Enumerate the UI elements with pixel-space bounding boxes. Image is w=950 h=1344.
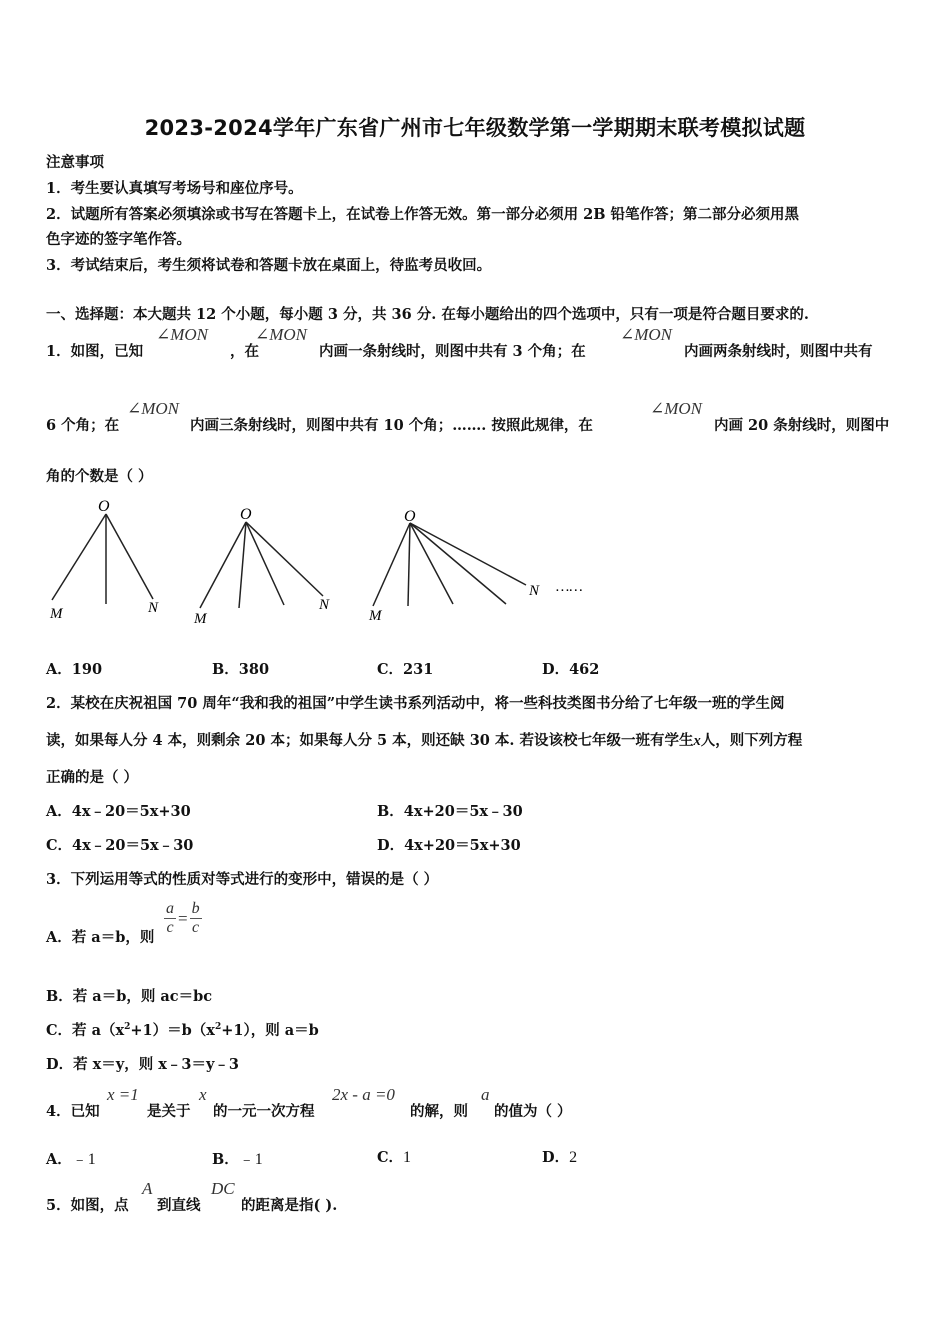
- q2-line-1: 2．某校在庆祝祖国 70 周年“我和我的祖国”中学生读书系列活动中，将一些科技类图书分给了七年级一班的学生阅: [46, 695, 785, 712]
- ray-om-2: [200, 522, 246, 608]
- q1-option-d-value: 462: [569, 661, 600, 678]
- q1-text-6: 内画三条射线时，则图中共有 10 个角；……. 按照此规律，在: [190, 417, 593, 434]
- label-m-3: M: [369, 608, 382, 624]
- q4-option-b-letter: B．: [212, 1151, 239, 1168]
- q1-option-a-value: 190: [71, 661, 103, 678]
- q1-option-b-letter: B．: [212, 661, 239, 678]
- q1-option-a: [46, 658, 102, 679]
- q4-option-c-letter: C．: [377, 1149, 404, 1166]
- notice-item-3: 3．考试结束后，考生须将试卷和答题卡放在桌面上，待监考员收回。: [46, 257, 492, 274]
- q2-option-c-letter: C．: [46, 837, 73, 854]
- label-m-2: M: [194, 611, 207, 627]
- fraction-a-over-c: [164, 900, 176, 937]
- q4-text-3: 的一元一次方程: [213, 1103, 315, 1120]
- q5-text-3: 的距离是指( ).: [241, 1197, 338, 1214]
- q2-option-b-letter: B．: [377, 803, 404, 820]
- q1-text-1: 1．如图，已知: [46, 343, 144, 360]
- q2-option-c-value: 4x﹣20＝5x﹣30: [72, 837, 194, 854]
- q4-option-a-letter: A．: [46, 1151, 72, 1168]
- q4-option-b-value: ﹣1: [238, 1151, 263, 1168]
- q1-option-c-letter: C．: [377, 661, 404, 678]
- q4-math-x: x: [199, 1085, 207, 1104]
- fraction-denominator-c: c: [166, 919, 174, 936]
- q1-text-2: ，在: [230, 343, 259, 360]
- q3-option-c-sup-1: 2: [124, 1022, 131, 1033]
- q4-text-5: 的值为（ ）: [494, 1103, 572, 1120]
- q4-option-c: [377, 1146, 411, 1167]
- ray-inner-3c: [410, 523, 506, 604]
- q1-text-3: 内画一条射线时，则图中共有 3 个角；在: [319, 343, 586, 360]
- q1-text-4: 内画两条射线时，则图中共有: [684, 343, 873, 360]
- q4-option-c-value: 1: [403, 1149, 412, 1166]
- label-o-3: O: [404, 508, 416, 525]
- equals-sign: =: [178, 908, 188, 928]
- q1-option-b-value: 380: [238, 661, 270, 678]
- ray-inner-2b: [246, 522, 284, 605]
- figure-three-rays: [373, 523, 526, 606]
- q3-option-c-sup-2: 2: [214, 1022, 222, 1033]
- q4-text-4: 的解，则: [410, 1103, 468, 1120]
- notice-item-2: 2．试题所有答案必须填涂或书写在答题卡上，在试卷上作答无效。第一部分必须用 2B 铅笔作答；第二部分必须用黑: [46, 206, 800, 223]
- fraction-denominator-c2: c: [192, 919, 200, 936]
- q2-option-a-value: 4x﹣20＝5x+30: [71, 803, 191, 820]
- q3-option-a-text: A．若 a＝b，则: [46, 929, 155, 946]
- q2-option-d-value: 4x+20＝5x+30: [404, 837, 521, 854]
- q2-variable-x: x: [693, 733, 701, 749]
- q3-option-b: B．若 a＝b，则 ac＝bc: [46, 988, 213, 1005]
- label-n-2: N: [319, 597, 330, 613]
- ray-inner-3a: [408, 523, 410, 606]
- q1-angle-1: ∠MON: [156, 325, 209, 344]
- q1-option-a-letter: A．: [46, 661, 72, 678]
- ray-om-1: [52, 514, 106, 600]
- q5-text-1: 5．如图，点: [46, 1197, 129, 1214]
- fraction-numerator-b: b: [191, 900, 200, 917]
- notice-item-1: 1．考生要认真填写考场号和座位序号。: [46, 180, 303, 197]
- figure-one-ray: [52, 514, 153, 604]
- q1-text-7: 内画 20 条射线时，则图中: [714, 417, 890, 434]
- label-n-3: N: [529, 583, 540, 599]
- q4-option-d-letter: D．: [542, 1149, 570, 1166]
- q3-option-c-part-1: C．若 a（x: [46, 1022, 125, 1039]
- q1-option-c-value: 231: [403, 661, 434, 678]
- label-m-1: M: [50, 606, 63, 622]
- q2-option-d-letter: D．: [377, 837, 405, 854]
- q3-option-a-fractions: [164, 900, 202, 937]
- figure-two-rays: [200, 522, 323, 608]
- q4-option-a: [46, 1146, 96, 1169]
- q5-math-dc: DC: [211, 1179, 235, 1198]
- q2-line-3: 正确的是（ ）: [46, 769, 139, 786]
- q4-math-a: a: [481, 1085, 490, 1104]
- q2-option-d: [377, 834, 521, 855]
- q4-math-equation: [332, 1085, 395, 1105]
- notice-heading: 注意事项: [46, 154, 104, 171]
- notice-item-2-cont: 色字迹的签字笔作答。: [46, 231, 191, 248]
- q3-option-d: D．若 x＝y，则 x﹣3＝y﹣3: [46, 1056, 239, 1073]
- q2-line-2: [46, 729, 802, 750]
- figure-ellipsis: ……: [556, 579, 583, 595]
- ray-on-1: [106, 514, 153, 599]
- label-n-1: N: [148, 600, 159, 616]
- q4-option-d-value: 2: [569, 1149, 578, 1166]
- q4-option-d: [542, 1146, 577, 1167]
- label-o-2: O: [240, 506, 252, 523]
- angle-rays-figure: [40, 492, 620, 632]
- q2-option-a-letter: A．: [46, 803, 72, 820]
- q1-option-d-letter: D．: [542, 661, 570, 678]
- q2-line-2a: 读，如果每人分 4 本，则剩余 20 本；如果每人分 5 本，则还缺 30 本. 若设该校七年级一班有学生: [46, 732, 694, 749]
- q5-math-a: A: [142, 1179, 153, 1198]
- ray-inner-2a: [239, 522, 246, 608]
- q1-angle-5: ∠MON: [650, 399, 703, 418]
- q1-angle-3: ∠MON: [620, 325, 673, 344]
- q2-option-b-value: 4x+20＝5x﹣30: [403, 803, 523, 820]
- ray-om-3: [373, 523, 410, 606]
- q1-angle-2: ∠MON: [255, 325, 308, 344]
- ray-on-3: [410, 523, 526, 585]
- q4-equation-text: 2x - a =0: [332, 1085, 395, 1104]
- q1-option-d: [542, 658, 599, 679]
- q3-option-c-part-2: +1）＝b（x: [130, 1022, 215, 1039]
- q2-option-c: [46, 834, 193, 855]
- q3-stem: 3．下列运用等式的性质对等式进行的变形中，错误的是（ ）: [46, 871, 439, 888]
- q1-option-c: [377, 658, 433, 679]
- q1-text-8: 角的个数是（ ）: [46, 468, 153, 485]
- ray-on-2: [246, 522, 323, 596]
- q2-line-2b: 人，则下列方程: [700, 732, 803, 749]
- q3-option-c: [46, 1019, 319, 1040]
- q4-option-b: [212, 1146, 263, 1169]
- q5-text-2: 到直线: [157, 1197, 201, 1214]
- q4-text-2: 是关于: [147, 1103, 191, 1120]
- fraction-b-over-c: [190, 900, 202, 937]
- q1-text-5: 6 个角；在: [46, 417, 120, 434]
- q3-option-c-part-3: +1），则 a＝b: [221, 1022, 319, 1039]
- fraction-numerator-a: a: [166, 900, 174, 917]
- section-header: 一、选择题：本大题共 12 个小题，每小题 3 分，共 36 分. 在每小题给出的四个选项中，只有一项是符合题目要求的.: [46, 306, 809, 323]
- q4-math-x-eq-1: x =1: [107, 1085, 139, 1104]
- q2-option-b: [377, 800, 523, 821]
- q4-option-a-value: ﹣1: [71, 1151, 96, 1168]
- page-title: 2023-2024学年广东省广州市七年级数学第一学期期末联考模拟试题: [144, 116, 806, 140]
- q1-angle-4: ∠MON: [127, 399, 180, 418]
- label-o-1: O: [98, 498, 110, 515]
- q4-text-1: 4．已知: [46, 1103, 100, 1120]
- q1-option-b: [212, 658, 269, 679]
- q2-option-a: [46, 800, 191, 821]
